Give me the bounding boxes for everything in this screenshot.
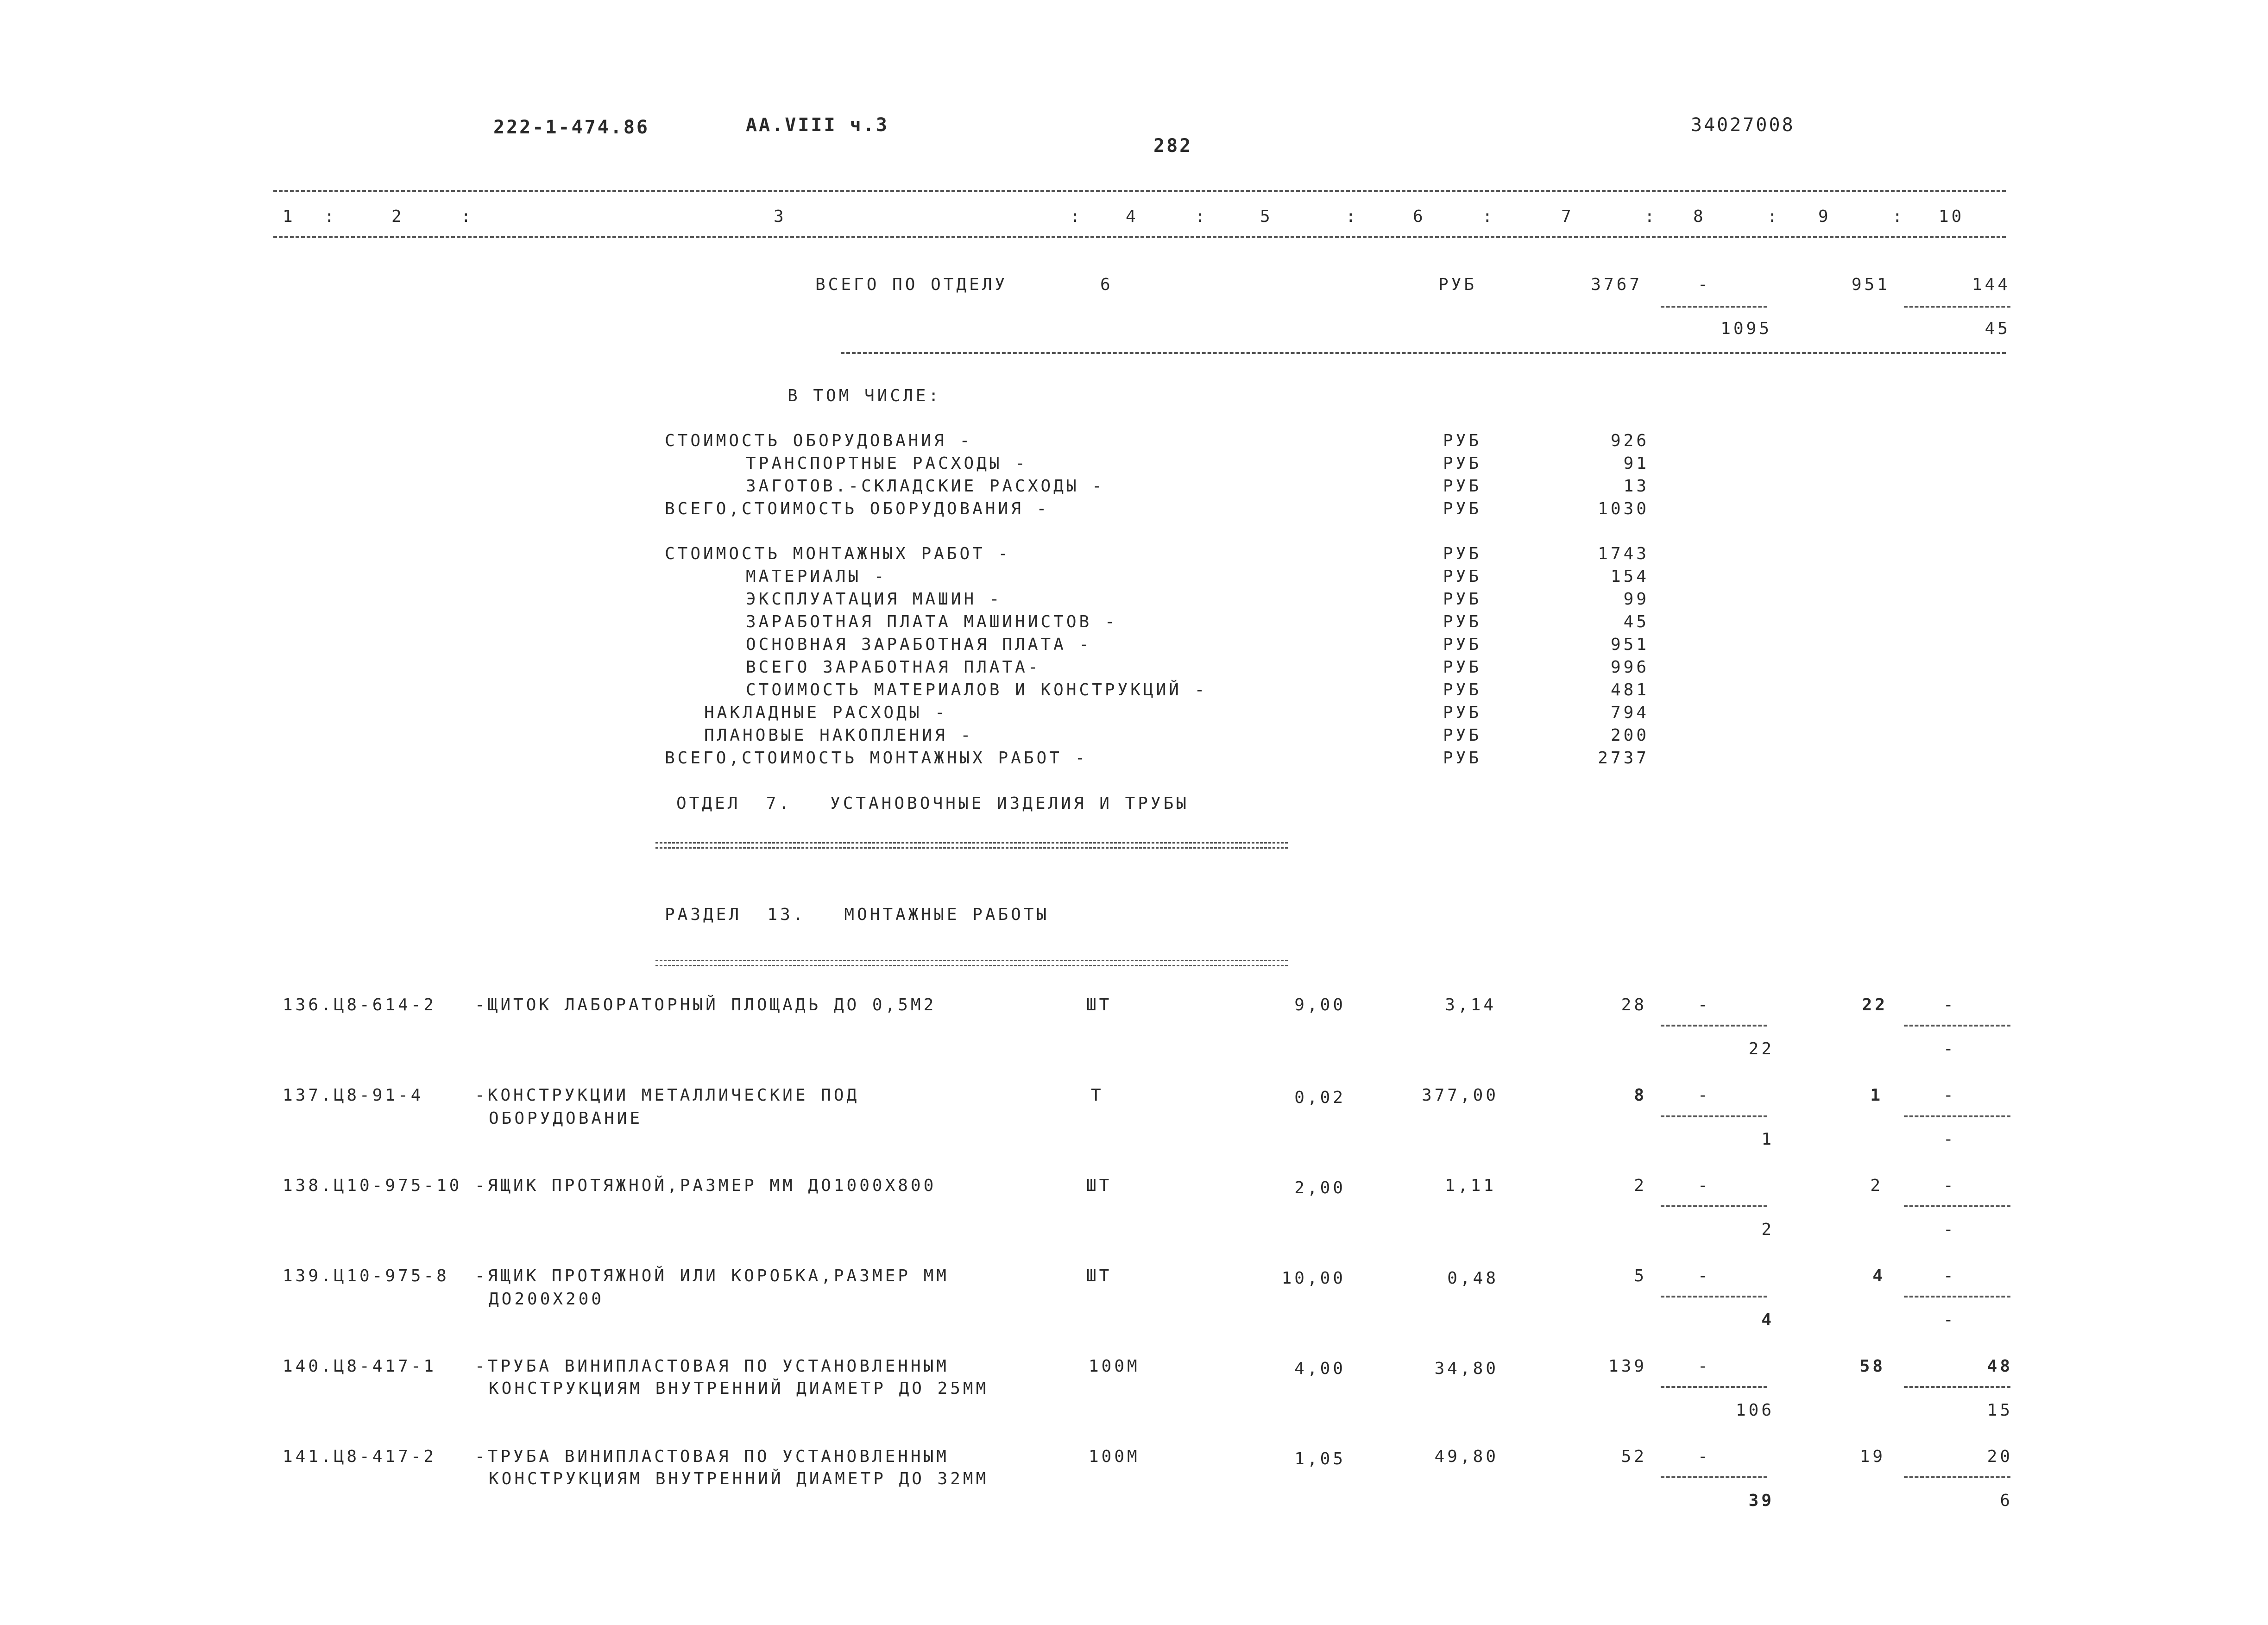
item-col10-bottom: 15: [1987, 1401, 2013, 1420]
breakdown-label: ВСЕГО,СТОИМОСТЬ МОНТАЖНЫХ РАБОТ -: [665, 749, 1088, 768]
subsection-title: РАЗДЕЛ 13. МОНТАЖНЫЕ РАБОТЫ: [665, 905, 1050, 924]
item-col8-rule: [1661, 1025, 1767, 1027]
col-sep: :: [1644, 207, 1657, 226]
item-col10-top: -: [1943, 1266, 1956, 1285]
total-col8-top: -: [1698, 275, 1711, 294]
breakdown-value: 2737: [1598, 749, 1649, 768]
item-unit: 100М: [1089, 1447, 1140, 1466]
breakdown-value: 481: [1610, 680, 1649, 699]
item-name: -ЯЩИК ПРОТЯЖНОЙ ИЛИ КОРОБКА,РАЗМЕР ММ: [475, 1266, 949, 1285]
item-col7: 28: [1621, 995, 1647, 1014]
breakdown-unit: РУБ: [1443, 590, 1482, 609]
breakdown-unit: РУБ: [1443, 658, 1482, 677]
item-col10-top: -: [1943, 1086, 1956, 1105]
item-col10-top: -: [1943, 995, 1956, 1014]
item-unit: ШТ: [1086, 1176, 1112, 1195]
breakdown-unit: РУБ: [1443, 431, 1482, 450]
col-head-7: 7: [1561, 207, 1574, 226]
including-label: В ТОМ ЧИСЛЕ:: [788, 386, 942, 405]
item-col9: 4: [1872, 1266, 1885, 1285]
item-name-continued: ДО200Х200: [489, 1290, 605, 1309]
item-code: 141.Ц8-417-2: [283, 1447, 437, 1466]
item-code: 139.Ц10-975-8: [283, 1266, 449, 1285]
item-price: 377,00: [1421, 1086, 1499, 1105]
col-sep: :: [1195, 207, 1208, 226]
total-unit: РУБ: [1438, 275, 1477, 294]
item-col10-bottom: -: [1943, 1310, 1956, 1329]
breakdown-label: НАКЛАДНЫЕ РАСХОДЫ -: [704, 703, 948, 722]
total-col10-bottom: 45: [1984, 319, 2010, 338]
item-name-continued: КОНСТРУКЦИЯМ ВНУТРЕННИЙ ДИАМЕТР ДО 32ММ: [489, 1469, 989, 1488]
item-col8-rule: [1661, 1296, 1767, 1297]
breakdown-value: 1743: [1598, 544, 1649, 563]
item-col9: 1: [1870, 1086, 1883, 1105]
breakdown-label: СТОИМОСТЬ МОНТАЖНЫХ РАБОТ -: [665, 544, 1011, 563]
breakdown-unit: РУБ: [1443, 680, 1482, 699]
col-sep: :: [324, 207, 337, 226]
breakdown-label: ТРАНСПОРТНЫЕ РАСХОДЫ -: [746, 454, 1028, 473]
item-col7: 2: [1634, 1176, 1647, 1195]
breakdown-label: ЗАГОТОВ.-СКЛАДСКИЕ РАСХОДЫ -: [746, 477, 1105, 496]
breakdown-value: 45: [1623, 612, 1649, 631]
col-sep: :: [1892, 207, 1905, 226]
breakdown-value: 200: [1610, 726, 1649, 745]
col-head-4: 4: [1126, 207, 1139, 226]
item-col7: 8: [1634, 1086, 1647, 1105]
total-col9: 951: [1851, 275, 1890, 294]
item-col10-rule: [1904, 1386, 2010, 1388]
section-title: ОТДЕЛ 7. УСТАНОВОЧНЫЕ ИЗДЕЛИЯ И ТРУБЫ: [676, 794, 1189, 813]
item-code: 136.Ц8-614-2: [283, 995, 437, 1014]
breakdown-unit: РУБ: [1443, 726, 1482, 745]
col-sep: :: [1482, 207, 1495, 226]
item-code: 140.Ц8-417-1: [283, 1357, 437, 1376]
item-price: 0,48: [1447, 1269, 1499, 1288]
item-col9: 58: [1859, 1357, 1885, 1376]
total-col7: 3767: [1591, 275, 1642, 294]
item-col10-bottom: -: [1943, 1220, 1956, 1239]
breakdown-label: ПЛАНОВЫЕ НАКОПЛЕНИЯ -: [704, 726, 974, 745]
item-col10-rule: [1904, 1296, 2010, 1297]
item-col7: 52: [1621, 1447, 1647, 1466]
breakdown-unit: РУБ: [1443, 612, 1482, 631]
item-qty: 0,02: [1294, 1088, 1346, 1107]
breakdown-unit: РУБ: [1443, 544, 1482, 563]
header-rule-bottom: [273, 236, 2006, 238]
item-col8-bottom: 1: [1761, 1130, 1774, 1149]
item-code: 138.Ц10-975-10: [283, 1176, 462, 1195]
item-col10-rule: [1904, 1476, 2010, 1478]
breakdown-value: 91: [1623, 454, 1649, 473]
col-head-9: 9: [1818, 207, 1831, 226]
item-col8-bottom: 2: [1761, 1220, 1774, 1239]
breakdown-label: СТОИМОСТЬ МАТЕРИАЛОВ И КОНСТРУКЦИЙ -: [746, 680, 1208, 699]
breakdown-label: МАТЕРИАЛЫ -: [746, 567, 887, 586]
breakdown-unit: РУБ: [1443, 477, 1482, 496]
breakdown-label: ЗАРАБОТНАЯ ПЛАТА МАШИНИСТОВ -: [746, 612, 1118, 631]
item-name-continued: ОБОРУДОВАНИЕ: [489, 1109, 643, 1128]
item-col7: 5: [1634, 1266, 1647, 1285]
col-head-6: 6: [1413, 207, 1426, 226]
item-name: -КОНСТРУКЦИИ МЕТАЛЛИЧЕСКИЕ ПОД: [475, 1086, 860, 1105]
col-head-3: 3: [774, 207, 787, 226]
item-col9: 22: [1862, 995, 1888, 1014]
item-col10-top: -: [1943, 1176, 1956, 1195]
breakdown-value: 926: [1610, 431, 1649, 450]
breakdown-unit: РУБ: [1443, 454, 1482, 473]
breakdown-label: ВСЕГО,СТОИМОСТЬ ОБОРУДОВАНИЯ -: [665, 499, 1050, 518]
item-col8-top: -: [1698, 995, 1711, 1014]
header-rule-top: [273, 190, 2006, 192]
item-col8-rule: [1661, 1115, 1767, 1117]
breakdown-value: 951: [1610, 635, 1649, 654]
item-col10-bottom: 6: [2000, 1491, 2013, 1510]
total-rule: [841, 352, 2006, 354]
breakdown-value: 794: [1610, 703, 1649, 722]
item-unit: Т: [1091, 1086, 1104, 1105]
item-col9: 2: [1870, 1176, 1883, 1195]
item-qty: 1,05: [1294, 1449, 1346, 1468]
item-col10-top: 48: [1987, 1357, 2013, 1376]
item-code: 137.Ц8-91-4: [283, 1086, 424, 1105]
col-head-10: 10: [1939, 207, 1965, 226]
item-name: -ТРУБА ВИНИПЛАСТОВАЯ ПО УСТАНОВЛЕННЫМ: [475, 1447, 949, 1466]
item-col8-top: -: [1698, 1447, 1711, 1466]
item-name: -ЩИТОК ЛАБОРАТОРНЫЙ ПЛОЩАДЬ ДО 0,5М2: [475, 995, 937, 1014]
total-col8-rule: [1661, 306, 1767, 308]
item-col8-rule: [1661, 1205, 1767, 1207]
item-col8-bottom: 4: [1761, 1310, 1774, 1329]
item-col9: 19: [1859, 1447, 1885, 1466]
breakdown-value: 99: [1623, 590, 1649, 609]
col-head-1: 1: [283, 207, 296, 226]
item-col8-top: -: [1698, 1357, 1711, 1376]
col-sep: :: [461, 207, 474, 226]
breakdown-value: 996: [1610, 658, 1649, 677]
col-sep: :: [1767, 207, 1780, 226]
item-col7: 139: [1608, 1357, 1647, 1376]
breakdown-label: ЭКСПЛУАТАЦИЯ МАШИН -: [746, 590, 1002, 609]
breakdown-unit: РУБ: [1443, 499, 1482, 518]
item-col8-bottom: 106: [1735, 1401, 1774, 1420]
item-qty: 2,00: [1294, 1178, 1346, 1197]
breakdown-unit: РУБ: [1443, 703, 1482, 722]
breakdown-unit: РУБ: [1443, 567, 1482, 586]
breakdown-unit: РУБ: [1443, 635, 1482, 654]
breakdown-value: 13: [1623, 477, 1649, 496]
breakdown-unit: РУБ: [1443, 749, 1482, 768]
item-col10-rule: [1904, 1025, 2010, 1027]
col-sep: :: [1070, 207, 1083, 226]
item-col8-top: -: [1698, 1086, 1711, 1105]
album-code: АА.VIII ч.3: [746, 114, 889, 136]
item-name: -ТРУБА ВИНИПЛАСТОВАЯ ПО УСТАНОВЛЕННЫМ: [475, 1357, 949, 1376]
breakdown-label: ВСЕГО ЗАРАБОТНАЯ ПЛАТА-: [746, 658, 1041, 677]
item-name-continued: КОНСТРУКЦИЯМ ВНУТРЕННИЙ ДИАМЕТР ДО 25ММ: [489, 1379, 989, 1398]
item-qty: 4,00: [1294, 1359, 1346, 1378]
item-unit: 100М: [1089, 1357, 1140, 1376]
total-section: 6: [1100, 275, 1113, 294]
item-col8-bottom: 39: [1748, 1491, 1774, 1510]
item-col10-bottom: -: [1943, 1130, 1956, 1149]
breakdown-label: ОСНОВНАЯ ЗАРАБОТНАЯ ПЛАТА -: [746, 635, 1092, 654]
col-head-5: 5: [1260, 207, 1273, 226]
page-number: 282: [1153, 135, 1193, 157]
col-sep: :: [1346, 207, 1359, 226]
item-col10-rule: [1904, 1115, 2010, 1117]
doc-code: 222-1-474.86: [493, 117, 649, 138]
item-col10-rule: [1904, 1205, 2010, 1207]
breakdown-value: 1030: [1598, 499, 1649, 518]
item-price: 34,80: [1434, 1359, 1499, 1378]
total-label: ВСЕГО ПО ОТДЕЛУ: [815, 275, 1008, 294]
item-col8-rule: [1661, 1476, 1767, 1478]
item-qty: 10,00: [1281, 1269, 1346, 1288]
item-price: 1,11: [1445, 1176, 1496, 1195]
item-qty: 9,00: [1294, 995, 1346, 1014]
section-double-rule: [655, 842, 1288, 849]
item-col8-top: -: [1698, 1176, 1711, 1195]
subsection-double-rule: [655, 960, 1288, 966]
total-col10-rule: [1904, 306, 2010, 308]
item-price: 49,80: [1434, 1447, 1499, 1466]
breakdown-value: 154: [1610, 567, 1649, 586]
breakdown-label: СТОИМОСТЬ ОБОРУДОВАНИЯ -: [665, 431, 973, 450]
item-col10-top: 20: [1987, 1447, 2013, 1466]
item-col8-top: -: [1698, 1266, 1711, 1285]
col-head-8: 8: [1693, 207, 1706, 226]
item-col8-rule: [1661, 1386, 1767, 1388]
item-col8-bottom: 22: [1748, 1039, 1774, 1058]
item-col10-bottom: -: [1943, 1039, 1956, 1058]
item-name: -ЯЩИК ПРОТЯЖНОЙ,РАЗМЕР ММ ДО1000Х800: [475, 1176, 937, 1195]
sheet-code: 34027008: [1691, 114, 1795, 136]
total-col10-top: 144: [1972, 275, 2010, 294]
col-head-2: 2: [391, 207, 404, 226]
item-unit: ШТ: [1086, 995, 1112, 1014]
total-col8-bottom: 1095: [1720, 319, 1772, 338]
item-unit: ШТ: [1086, 1266, 1112, 1285]
item-price: 3,14: [1445, 995, 1496, 1014]
